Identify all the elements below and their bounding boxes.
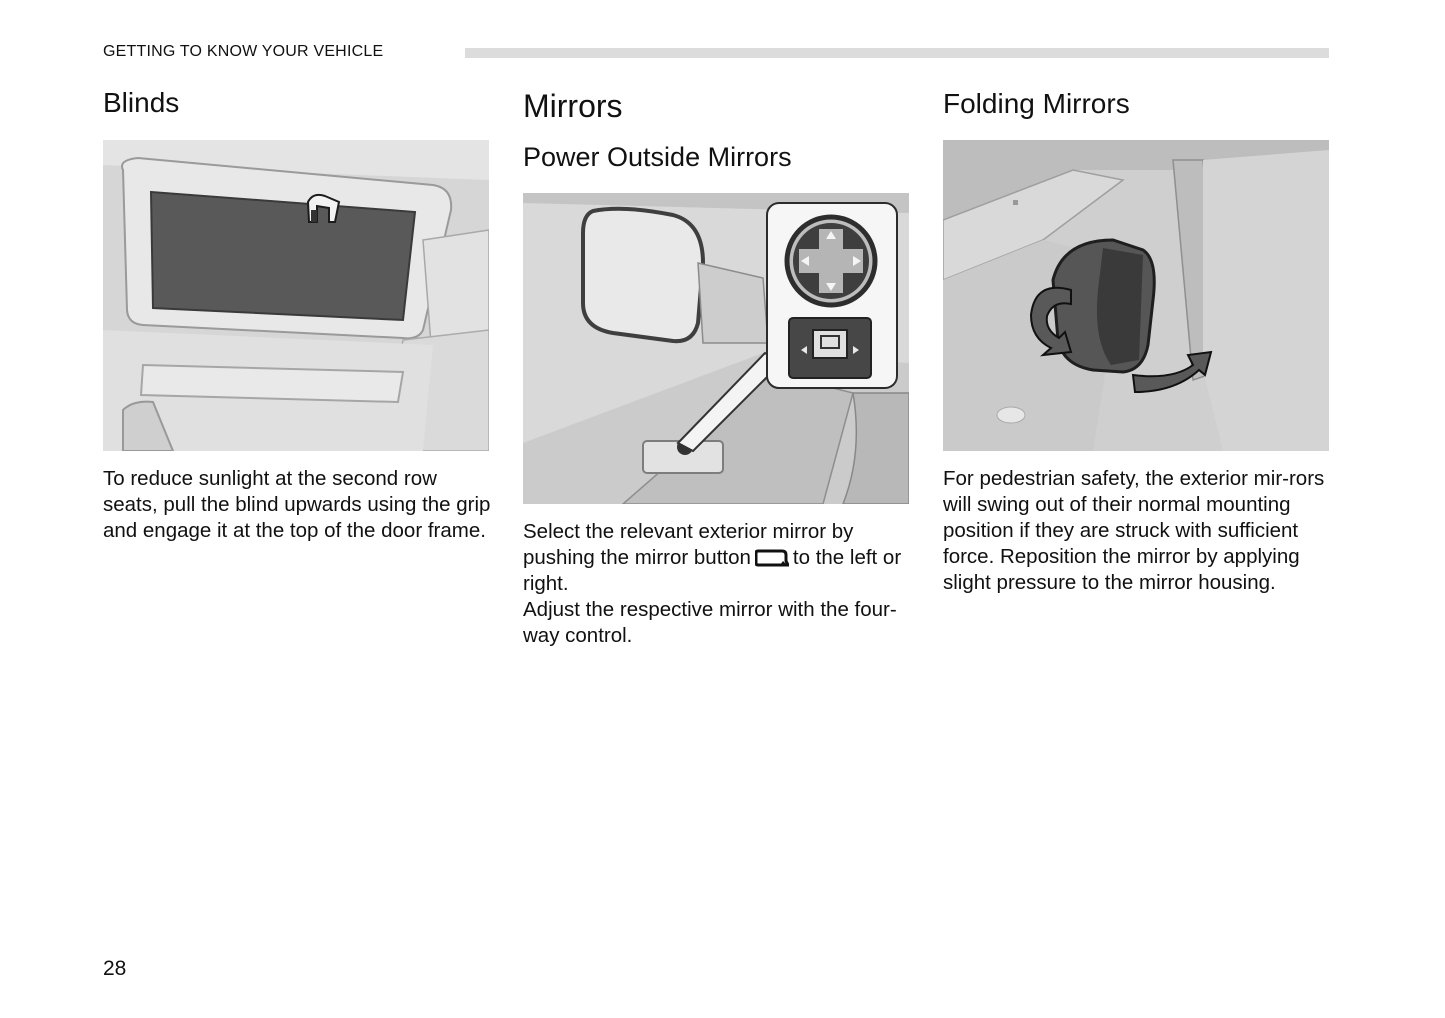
mirrors-heading: Mirrors (523, 88, 623, 124)
mirrors-text-part2: to the left or right. (523, 546, 902, 595)
blinds-heading: Blinds (103, 87, 180, 118)
mirrors-text-part1: Select the relevant exterior mirror by pushing the mirror button (523, 520, 854, 569)
mirrors-description (523, 519, 913, 649)
mirrors-figure (523, 193, 909, 504)
section-header: GETTING TO KNOW YOUR VEHICLE (103, 43, 384, 60)
blinds-description: To reduce sunlight at the second row seats, pull the blind upwards using the grip and engage it at the top of the door frame. (103, 467, 491, 542)
power-outside-mirrors-heading: Power Outside Mirrors (523, 142, 792, 172)
folding-description: For pedestrian safety, the exterior mir-rors will swing out of their normal mounting position if they are struck with sufficient force. Reposition the mirror by applying slight pressure to the mirror housing. (943, 467, 1325, 594)
header-rule (465, 48, 1329, 58)
mirrors-text-part3: Adjust the respective mirror with the four-way control. (523, 598, 897, 647)
folding-figure (943, 140, 1329, 451)
blinds-figure (103, 140, 489, 451)
blind-window-illustration (103, 140, 489, 451)
page-number: 28 (103, 957, 127, 980)
mirror-button-icon (755, 548, 789, 566)
mirror-control-illustration (523, 193, 909, 504)
folding-mirrors-heading: Folding Mirrors (943, 88, 1130, 119)
folding-mirror-illustration (943, 140, 1329, 451)
